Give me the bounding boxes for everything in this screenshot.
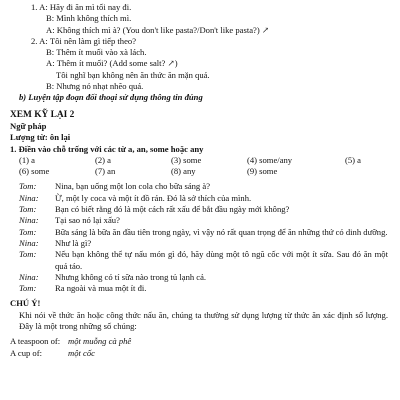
exercise-line <box>10 13 388 24</box>
exercise-line <box>10 2 388 13</box>
example-en: A teaspoon of: <box>10 336 61 347</box>
line-label: 1. A: <box>31 2 48 12</box>
utterance: Ra ngoài và mua một ít đi. <box>55 283 147 294</box>
answer-option: (2) a <box>95 154 111 165</box>
exercise-line <box>10 81 388 92</box>
answer-option: (5) a <box>345 154 361 165</box>
exercise-line <box>10 25 388 36</box>
answer-options-row <box>10 155 388 166</box>
utterance: Nina, bạn uống một lon cola cho bữa sáng à? <box>55 181 211 192</box>
speaker: Tom: <box>19 181 37 192</box>
exercise-line <box>10 58 388 69</box>
example-line <box>10 348 388 359</box>
line-text: Tôi nghĩ bạn không nên ăn thức ăn mặn quá. <box>56 69 210 80</box>
utterance: Ừ, một ly coca và một ít đồ rán. Đó là sở thích của mình. <box>55 192 252 203</box>
answer-option: (9) some <box>247 166 278 177</box>
answer-option: (6) some <box>19 166 50 177</box>
line-label: B: <box>46 13 55 24</box>
utterance: Bữa sáng là bữa ăn đầu tiên trong ngày, vì vậy nó rất quan trọng để ăn những thứ có dinh dưỡng. <box>55 226 388 237</box>
line-text: Mình không thích mì. <box>56 13 132 24</box>
speaker: Nina: <box>19 237 39 248</box>
section-title: XEM KỸ LẠI 2 <box>10 109 75 120</box>
speaker: Nina: <box>19 271 39 282</box>
example-vi: một cốc <box>68 347 95 358</box>
utterance: Nếu bạn không thể tự nấu món gì đó, hãy dùng một tô ngũ cốc với một ít sữa. Sau đó ăn một quả táo. <box>55 249 388 271</box>
example-en: A cup of: <box>10 347 42 358</box>
speaker: Nina: <box>19 215 39 226</box>
line-text: Tôi nên làm gì tiếp theo? <box>49 35 137 46</box>
task-heading: 1. Điền vào chỗ trống với các từ a, an, some hoặc any <box>10 143 204 154</box>
dialogue-line <box>10 215 388 226</box>
speaker: Tom: <box>19 204 37 215</box>
exercise-line <box>10 36 388 47</box>
dialogue-line <box>10 238 388 249</box>
exercise-line <box>10 47 388 58</box>
speaker: Tom: <box>19 226 37 237</box>
example-vi: một muỗng cà phê <box>68 336 132 347</box>
dialogue-line <box>10 249 388 272</box>
note-title: CHÚ Ý! <box>10 298 41 309</box>
line-label: B: <box>46 81 55 92</box>
dialogue-line <box>10 283 388 294</box>
line-text: Hãy đi ăn mì tối nay đi. <box>49 2 132 12</box>
section-subtitle: Lượng từ: ôn lại <box>10 132 71 143</box>
line-text: Thêm ít muối vào xà lách. <box>56 47 147 58</box>
line-label: 2. A: <box>31 35 48 46</box>
exercise-line <box>10 70 388 81</box>
utterance: Như là gì? <box>55 237 92 248</box>
speaker: Nina: <box>19 192 39 203</box>
line-label: A: <box>46 24 55 35</box>
dialogue-line <box>10 204 388 215</box>
utterance: Nhưng không có tí sữa nào trong tủ lạnh cả. <box>55 271 207 282</box>
example-line <box>10 336 388 347</box>
utterance: Bạn có biết rằng đó là một cách rất xấu để bắt đầu ngày mới không? <box>55 204 290 215</box>
line-label: B: <box>46 47 55 58</box>
answer-option: (1) a <box>19 154 35 165</box>
note-text: Khi nói về thức ăn hoặc công thức nấu ăn, chúng ta thường sử dụng lượng từ thức ăn xác định số lượng. Đây là một trong những số chúng: <box>19 309 388 332</box>
utterance: Tại sao nó lại xấu? <box>55 215 120 226</box>
line-text: Không thích mì à? (You don't like pasta?/Don't like pasta?) ↗ <box>56 24 270 35</box>
answer-option: (4) some/any <box>247 154 293 165</box>
dialogue-line <box>10 193 388 204</box>
section-subtitle: Ngữ pháp <box>10 120 47 131</box>
answer-option: (8) any <box>171 166 196 177</box>
line-text: Nhưng nó nhạt nhẽo quá. <box>56 81 144 92</box>
answer-option: (7) an <box>95 166 116 177</box>
line-text: Thêm ít muối? (Add some salt? ↗) <box>56 58 178 69</box>
answer-options-row <box>10 166 388 177</box>
speaker: Tom: <box>19 249 37 260</box>
speaker: Tom: <box>19 283 37 294</box>
answer-option: (3) some <box>171 154 202 165</box>
task-b-heading: b) Luyện tập đoạn đối thoại sử dụng thông tin đúng <box>19 92 203 103</box>
dialogue-line <box>10 227 388 238</box>
dialogue-line <box>10 272 388 283</box>
line-label: A: <box>46 58 55 69</box>
dialogue-line <box>10 181 388 192</box>
